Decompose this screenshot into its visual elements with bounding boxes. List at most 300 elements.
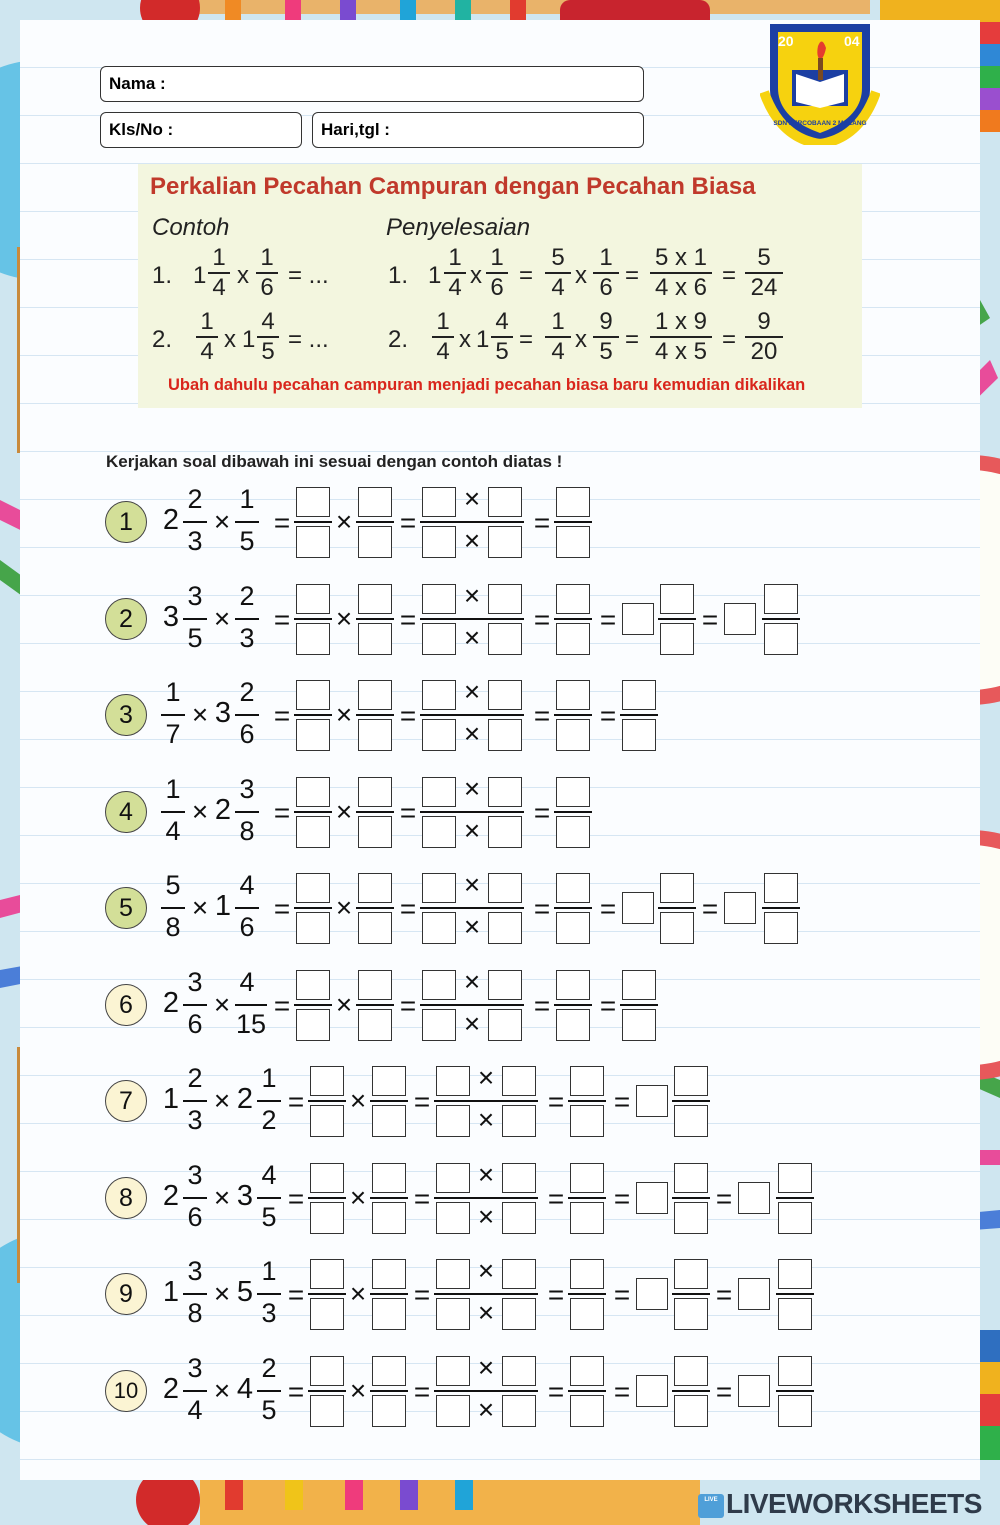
sol-frac-result-den: 20 xyxy=(750,338,778,365)
product-denominator-box-b[interactable] xyxy=(488,912,522,944)
product-numerator-box-b[interactable] xyxy=(502,1163,536,1193)
sol-frac-d-den: 6 xyxy=(599,274,613,301)
answer-frac-1-bar xyxy=(294,1004,332,1006)
equals-sign: = xyxy=(547,1183,565,1214)
times-sign: × xyxy=(213,1085,231,1116)
fraction-bar xyxy=(183,1100,207,1102)
answer-frac-1-numerator-box[interactable] xyxy=(310,1066,344,1096)
product-fraction-bar xyxy=(434,1293,538,1295)
sol-frac-product-num: 5 x 1 xyxy=(654,244,708,271)
answer-frac-1-denominator-box[interactable] xyxy=(296,526,330,558)
times-sign: × xyxy=(335,892,353,923)
equals-sign: = xyxy=(533,507,551,538)
answer-frac-2-denominator-box[interactable] xyxy=(358,623,392,655)
equals-sign: = xyxy=(533,990,551,1021)
denominator: 3 xyxy=(239,623,255,653)
result-frac-numerator-box[interactable] xyxy=(556,777,590,807)
numerator: 2 xyxy=(187,1063,203,1093)
times-sign: × xyxy=(335,796,353,827)
product-denominator-box-a[interactable] xyxy=(422,816,456,848)
answer-frac-1-numerator-box[interactable] xyxy=(296,584,330,614)
mixed-answer-frac-numerator-box[interactable] xyxy=(660,873,694,903)
answer-frac-1-numerator-box[interactable] xyxy=(296,970,330,1000)
product-numerator-box-a[interactable] xyxy=(422,873,456,903)
result-frac-bar xyxy=(568,1197,606,1199)
equals-sign: = xyxy=(273,990,291,1021)
product-numerator-box-b[interactable] xyxy=(502,1356,536,1386)
times-sign: x xyxy=(224,326,236,353)
product-denominator-box-b[interactable] xyxy=(488,719,522,751)
simplified-frac-numerator-box[interactable] xyxy=(622,970,656,1000)
product-numerator-box-b[interactable] xyxy=(488,970,522,1000)
equals-sign: = xyxy=(722,262,737,289)
example-title: Perkalian Pecahan Campuran dengan Pecahan Biasa xyxy=(150,173,756,200)
product-numerator-box-b[interactable] xyxy=(488,487,522,517)
result-frac-bar xyxy=(554,811,592,813)
equals-sign: = xyxy=(399,893,417,924)
fraction-bar xyxy=(161,907,185,909)
mixed-answer-frac-numerator-box[interactable] xyxy=(674,1356,708,1386)
product-denominator-box-a[interactable] xyxy=(436,1202,470,1234)
product-denominator-box-a[interactable] xyxy=(422,526,456,558)
whole-answer-box-2[interactable] xyxy=(738,1278,770,1310)
example-frac-b-den: 6 xyxy=(260,274,274,301)
denominator: 8 xyxy=(165,912,181,942)
sol-frac-b-num: 1 xyxy=(490,244,504,271)
product-numerator-box-a[interactable] xyxy=(436,1163,470,1193)
simplified-frac-numerator-box[interactable] xyxy=(622,680,656,710)
fraction-bar xyxy=(257,1197,281,1199)
answer-frac-1-numerator-box[interactable] xyxy=(310,1163,344,1193)
answer-frac-1-numerator-box[interactable] xyxy=(296,777,330,807)
product-denominator-box-a[interactable] xyxy=(422,912,456,944)
answer-frac-1-numerator-box[interactable] xyxy=(296,873,330,903)
result-frac-numerator-box[interactable] xyxy=(570,1356,604,1386)
mixed-answer-frac-2-denominator-box[interactable] xyxy=(778,1202,812,1234)
sol-frac-b-den: 6 xyxy=(490,274,504,301)
times-sign: × xyxy=(463,580,481,611)
equals-sign: = xyxy=(533,893,551,924)
product-denominator-box-b[interactable] xyxy=(488,816,522,848)
whole-answer-box-2[interactable] xyxy=(738,1182,770,1214)
problem-row xyxy=(0,482,1000,562)
class-label: Kls/No : xyxy=(109,120,174,139)
result-frac-denominator-box[interactable] xyxy=(556,912,590,944)
denominator: 5 xyxy=(239,526,255,556)
times-sign: × xyxy=(335,603,353,634)
result-frac-numerator-box[interactable] xyxy=(570,1066,604,1096)
problem-row xyxy=(0,868,1000,948)
numerator: 3 xyxy=(187,1256,203,1286)
answer-frac-2-bar xyxy=(356,521,394,523)
fraction-bar xyxy=(257,1390,281,1392)
numerator: 2 xyxy=(261,1353,277,1383)
product-numerator-box-a[interactable] xyxy=(422,584,456,614)
product-denominator-box-a[interactable] xyxy=(436,1105,470,1137)
product-denominator-box-b[interactable] xyxy=(488,1009,522,1041)
times-sign: × xyxy=(463,718,481,749)
times-sign: × xyxy=(349,1278,367,1309)
fraction-bar xyxy=(235,1004,267,1006)
result-frac-denominator-box[interactable] xyxy=(570,1298,604,1330)
answer-frac-2-numerator-box[interactable] xyxy=(358,777,392,807)
product-denominator-box-b[interactable] xyxy=(502,1105,536,1137)
times-sign: × xyxy=(477,1104,495,1135)
whole-answer-box[interactable] xyxy=(636,1182,668,1214)
numerator: 4 xyxy=(239,967,255,997)
product-fraction-bar xyxy=(420,811,524,813)
product-denominator-box-a[interactable] xyxy=(436,1395,470,1427)
fraction-bar xyxy=(183,1004,207,1006)
answer-frac-2-numerator-box[interactable] xyxy=(372,1356,406,1386)
answer-frac-1-bar xyxy=(308,1100,346,1102)
answer-frac-1-numerator-box[interactable] xyxy=(296,487,330,517)
equals-sign: = xyxy=(287,1183,305,1214)
result-frac-numerator-box[interactable] xyxy=(556,970,590,1000)
times-sign: × xyxy=(463,622,481,653)
equals-sign: = xyxy=(599,700,617,731)
answer-frac-1-denominator-box[interactable] xyxy=(296,1009,330,1041)
times-sign: × xyxy=(213,1375,231,1406)
logo-ring-text: SDN PERCOBAAN 2 MALANG xyxy=(773,120,867,127)
sol-frac-c-den: 4 xyxy=(551,274,565,301)
class-number-field[interactable] xyxy=(100,112,302,148)
whole-answer-box-2[interactable] xyxy=(738,1375,770,1407)
mixed-answer-frac-2-denominator-box[interactable] xyxy=(764,623,798,655)
result-frac-numerator-box[interactable] xyxy=(556,487,590,517)
answer-frac-1-denominator-box[interactable] xyxy=(296,912,330,944)
liveworksheets-badge: LIVE xyxy=(698,1494,724,1518)
fraction-bar xyxy=(183,521,207,523)
times-sign: x xyxy=(575,262,587,289)
equals-sign: = xyxy=(273,507,291,538)
whole-number: 1 xyxy=(162,1276,180,1308)
answer-frac-2-denominator-box[interactable] xyxy=(372,1202,406,1234)
product-denominator-box-b[interactable] xyxy=(488,623,522,655)
mixed-answer-frac-2-numerator-box[interactable] xyxy=(778,1259,812,1289)
product-numerator-box-b[interactable] xyxy=(488,680,522,710)
product-denominator-box-a[interactable] xyxy=(422,1009,456,1041)
times-sign: × xyxy=(463,676,481,707)
mixed-answer-frac-2-bar xyxy=(776,1197,814,1199)
equals-sign: = xyxy=(273,893,291,924)
result-frac-denominator-box[interactable] xyxy=(570,1395,604,1427)
mixed-answer-frac-numerator-box[interactable] xyxy=(660,584,694,614)
fraction-bar xyxy=(235,811,259,813)
equals-sign: = xyxy=(399,604,417,635)
ellipsis: = ... xyxy=(288,262,329,289)
answer-frac-2-bar xyxy=(356,1004,394,1006)
equals-sign: = xyxy=(413,1183,431,1214)
sol-frac-a-den: 4 xyxy=(436,338,450,365)
answer-frac-1-numerator-box[interactable] xyxy=(310,1259,344,1289)
mixed-answer-frac-numerator-box[interactable] xyxy=(674,1163,708,1193)
simplified-frac-denominator-box[interactable] xyxy=(622,1009,656,1041)
answer-frac-2-bar xyxy=(370,1197,408,1199)
problem-row xyxy=(0,772,1000,852)
mixed-answer-frac-2-bar xyxy=(762,618,800,620)
answer-frac-2-numerator-box[interactable] xyxy=(358,680,392,710)
mixed-answer-frac-bar xyxy=(672,1293,710,1295)
mixed-answer-frac-bar xyxy=(658,907,696,909)
sol-frac-product-num: 1 x 9 xyxy=(654,308,708,335)
example-frac-b-num: 1 xyxy=(260,244,274,271)
mixed-answer-frac-denominator-box[interactable] xyxy=(674,1105,708,1137)
result-frac-bar xyxy=(568,1293,606,1295)
times-sign: × xyxy=(349,1182,367,1213)
example-note: Ubah dahulu pecahan campuran menjadi pecahan biasa baru kemudian dikalikan xyxy=(168,376,806,394)
whole-answer-box[interactable] xyxy=(622,603,654,635)
numerator: 1 xyxy=(261,1063,277,1093)
product-numerator-box-a[interactable] xyxy=(422,487,456,517)
mixed-answer-frac-2-denominator-box[interactable] xyxy=(764,912,798,944)
equals-sign: = xyxy=(613,1376,631,1407)
mixed-answer-frac-2-denominator-box[interactable] xyxy=(778,1395,812,1427)
answer-frac-1-denominator-box[interactable] xyxy=(296,816,330,848)
mixed-answer-frac-denominator-box[interactable] xyxy=(660,623,694,655)
result-frac-denominator-box[interactable] xyxy=(570,1202,604,1234)
date-field[interactable] xyxy=(312,112,644,148)
answer-frac-2-bar xyxy=(356,714,394,716)
answer-frac-2-numerator-box[interactable] xyxy=(358,487,392,517)
answer-frac-2-denominator-box[interactable] xyxy=(358,816,392,848)
fraction-bar xyxy=(235,907,259,909)
product-numerator-box-b[interactable] xyxy=(488,777,522,807)
answer-frac-2-denominator-box[interactable] xyxy=(372,1298,406,1330)
product-denominator-box-a[interactable] xyxy=(436,1298,470,1330)
denominator: 2 xyxy=(261,1105,277,1135)
equals-sign: = xyxy=(399,507,417,538)
product-numerator-box-b[interactable] xyxy=(488,873,522,903)
whole-number: 3 xyxy=(214,697,232,729)
whole-answer-box[interactable] xyxy=(636,1085,668,1117)
equals-sign: = xyxy=(287,1279,305,1310)
product-denominator-box-a[interactable] xyxy=(422,719,456,751)
equals-sign: = xyxy=(413,1086,431,1117)
answer-frac-2-numerator-box[interactable] xyxy=(372,1259,406,1289)
problem-number: 8 xyxy=(105,1177,147,1219)
equals-sign: = xyxy=(715,1183,733,1214)
whole: 1 xyxy=(193,262,207,289)
result-frac-numerator-box[interactable] xyxy=(570,1163,604,1193)
result-frac-denominator-box[interactable] xyxy=(556,719,590,751)
ellipsis: = ... xyxy=(288,326,329,353)
times-sign: × xyxy=(463,911,481,942)
denominator: 6 xyxy=(187,1009,203,1039)
example-number: 2. xyxy=(152,326,173,353)
solution-number: 2. xyxy=(388,326,409,353)
product-fraction-bar xyxy=(420,521,524,523)
answer-frac-1-numerator-box[interactable] xyxy=(310,1356,344,1386)
equals-sign: = xyxy=(613,1279,631,1310)
whole-number: 1 xyxy=(162,1083,180,1115)
sol-frac-a-num: 1 xyxy=(448,244,462,271)
answer-frac-2-numerator-box[interactable] xyxy=(358,584,392,614)
whole: 1 xyxy=(428,262,442,289)
equals-sign: = xyxy=(519,326,534,353)
whole-answer-box[interactable] xyxy=(636,1278,668,1310)
solution-heading: Penyelesaian xyxy=(386,214,531,241)
product-fraction-bar xyxy=(420,618,524,620)
answer-frac-1-denominator-box[interactable] xyxy=(310,1395,344,1427)
answer-frac-1-bar xyxy=(308,1197,346,1199)
result-frac-denominator-box[interactable] xyxy=(556,1009,590,1041)
simplified-frac-denominator-box[interactable] xyxy=(622,719,656,751)
result-frac-denominator-box[interactable] xyxy=(556,816,590,848)
mixed-answer-frac-2-numerator-box[interactable] xyxy=(778,1356,812,1386)
product-numerator-box-b[interactable] xyxy=(488,584,522,614)
answer-frac-2-bar xyxy=(370,1100,408,1102)
answer-frac-2-bar xyxy=(356,811,394,813)
times-sign: × xyxy=(191,892,209,923)
times-sign: × xyxy=(335,989,353,1020)
equals-sign: = xyxy=(273,797,291,828)
result-frac-bar xyxy=(554,521,592,523)
answer-frac-2-bar xyxy=(370,1293,408,1295)
mixed-answer-frac-2-numerator-box[interactable] xyxy=(764,873,798,903)
whole-number: 2 xyxy=(162,1373,180,1405)
example-heading: Contoh xyxy=(152,214,230,241)
product-numerator-box-a[interactable] xyxy=(436,1259,470,1289)
mixed-answer-frac-denominator-box[interactable] xyxy=(660,912,694,944)
denominator: 6 xyxy=(239,912,255,942)
answer-frac-2-denominator-box[interactable] xyxy=(358,719,392,751)
times-sign: × xyxy=(213,506,231,537)
answer-frac-1-bar xyxy=(308,1293,346,1295)
answer-frac-2-denominator-box[interactable] xyxy=(372,1105,406,1137)
result-frac-numerator-box[interactable] xyxy=(570,1259,604,1289)
times-sign: × xyxy=(463,525,481,556)
answer-frac-2-numerator-box[interactable] xyxy=(358,970,392,1000)
answer-frac-2-numerator-box[interactable] xyxy=(372,1163,406,1193)
equals-sign: = xyxy=(547,1279,565,1310)
sol-frac-a-den: 4 xyxy=(448,274,462,301)
product-denominator-box-b[interactable] xyxy=(502,1395,536,1427)
whole-number: 5 xyxy=(236,1276,254,1308)
result-frac-denominator-box[interactable] xyxy=(556,526,590,558)
answer-frac-1-bar xyxy=(294,521,332,523)
product-denominator-box-b[interactable] xyxy=(502,1298,536,1330)
equals-sign: = xyxy=(533,700,551,731)
answer-frac-1-denominator-box[interactable] xyxy=(296,719,330,751)
times-sign: × xyxy=(477,1201,495,1232)
numerator: 4 xyxy=(261,1160,277,1190)
whole-answer-box-2[interactable] xyxy=(724,603,756,635)
mixed-answer-frac-2-numerator-box[interactable] xyxy=(764,584,798,614)
mixed-answer-frac-denominator-box[interactable] xyxy=(674,1202,708,1234)
mixed-answer-frac-denominator-box[interactable] xyxy=(674,1395,708,1427)
product-numerator-box-b[interactable] xyxy=(502,1259,536,1289)
whole-number: 2 xyxy=(236,1083,254,1115)
answer-frac-1-denominator-box[interactable] xyxy=(310,1298,344,1330)
equals-sign: = xyxy=(599,990,617,1021)
denominator: 5 xyxy=(261,1202,277,1232)
numerator: 2 xyxy=(239,677,255,707)
result-frac-bar xyxy=(568,1100,606,1102)
whole-answer-box[interactable] xyxy=(636,1375,668,1407)
equals-sign: = xyxy=(413,1279,431,1310)
product-denominator-box-b[interactable] xyxy=(488,526,522,558)
equals-sign: = xyxy=(599,893,617,924)
answer-frac-1-numerator-box[interactable] xyxy=(296,680,330,710)
denominator: 7 xyxy=(165,719,181,749)
answer-frac-1-bar xyxy=(294,907,332,909)
product-numerator-box-a[interactable] xyxy=(422,680,456,710)
answer-frac-2-numerator-box[interactable] xyxy=(358,873,392,903)
example-frac-a-den: 4 xyxy=(200,338,214,365)
product-numerator-box-a[interactable] xyxy=(422,777,456,807)
times-sign: × xyxy=(349,1375,367,1406)
whole-answer-box[interactable] xyxy=(622,892,654,924)
product-denominator-box-b[interactable] xyxy=(502,1202,536,1234)
times-sign: × xyxy=(463,773,481,804)
denominator: 6 xyxy=(239,719,255,749)
times-sign: x xyxy=(470,262,482,289)
fraction-bar xyxy=(161,714,185,716)
answer-frac-1-denominator-box[interactable] xyxy=(310,1105,344,1137)
result-frac-numerator-box[interactable] xyxy=(556,680,590,710)
answer-frac-2-bar xyxy=(370,1390,408,1392)
times-sign: × xyxy=(477,1159,495,1190)
equals-sign: = xyxy=(701,604,719,635)
result-frac-denominator-box[interactable] xyxy=(570,1105,604,1137)
answer-frac-1-denominator-box[interactable] xyxy=(310,1202,344,1234)
equals-sign: = xyxy=(722,326,737,353)
product-denominator-box-a[interactable] xyxy=(422,623,456,655)
mixed-answer-frac-2-numerator-box[interactable] xyxy=(778,1163,812,1193)
product-fraction-bar xyxy=(420,907,524,909)
answer-frac-2-numerator-box[interactable] xyxy=(372,1066,406,1096)
denominator: 5 xyxy=(261,1395,277,1425)
numerator: 3 xyxy=(187,1160,203,1190)
result-frac-numerator-box[interactable] xyxy=(556,873,590,903)
numerator: 3 xyxy=(187,581,203,611)
liveworksheets-logo-text: LIVEWORKSHEETS xyxy=(726,1488,982,1519)
fraction-bar xyxy=(235,714,259,716)
mixed-answer-frac-numerator-box[interactable] xyxy=(674,1066,708,1096)
problem-number: 1 xyxy=(105,501,147,543)
whole-number: 2 xyxy=(214,794,232,826)
product-numerator-box-a[interactable] xyxy=(422,970,456,1000)
problem-row xyxy=(0,675,1000,755)
answer-frac-1-bar xyxy=(294,811,332,813)
times-sign: × xyxy=(463,815,481,846)
product-numerator-box-a[interactable] xyxy=(436,1356,470,1386)
product-fraction-bar xyxy=(434,1100,538,1102)
equals-sign: = xyxy=(701,893,719,924)
mixed-answer-frac-denominator-box[interactable] xyxy=(674,1298,708,1330)
answer-frac-2-denominator-box[interactable] xyxy=(358,526,392,558)
numerator: 2 xyxy=(187,484,203,514)
answer-frac-1-denominator-box[interactable] xyxy=(296,623,330,655)
mixed-answer-frac-numerator-box[interactable] xyxy=(674,1259,708,1289)
name-field[interactable] xyxy=(100,66,644,102)
fraction-bar xyxy=(257,1293,281,1295)
mixed-answer-frac-2-denominator-box[interactable] xyxy=(778,1298,812,1330)
whole-answer-box-2[interactable] xyxy=(724,892,756,924)
problem-row xyxy=(0,965,1000,1045)
problem-number: 2 xyxy=(105,598,147,640)
product-numerator-box-a[interactable] xyxy=(436,1066,470,1096)
product-fraction-bar xyxy=(420,1004,524,1006)
answer-frac-2-denominator-box[interactable] xyxy=(358,1009,392,1041)
equals-sign: = xyxy=(273,700,291,731)
answer-frac-2-denominator-box[interactable] xyxy=(358,912,392,944)
answer-frac-2-denominator-box[interactable] xyxy=(372,1395,406,1427)
result-frac-denominator-box[interactable] xyxy=(556,623,590,655)
result-frac-numerator-box[interactable] xyxy=(556,584,590,614)
product-numerator-box-b[interactable] xyxy=(502,1066,536,1096)
